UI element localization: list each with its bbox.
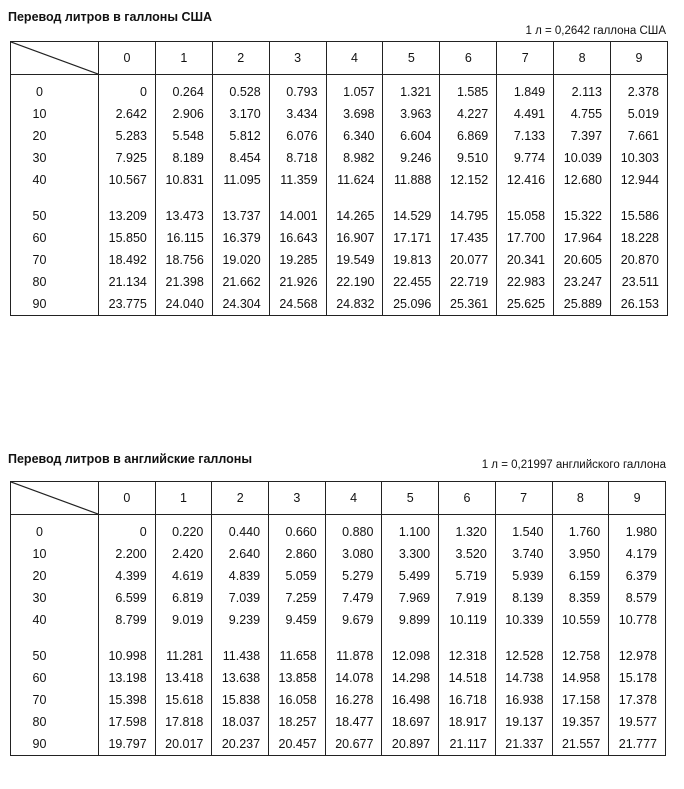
value-cell: 20.077 [440,249,497,271]
value-cell: 20.341 [497,249,554,271]
value-cell: 4.491 [497,103,554,125]
spacer-cell [325,631,382,645]
value-cell: 14.001 [269,205,326,227]
column-header: 2 [212,42,269,75]
value-cell: 21.926 [269,271,326,293]
value-cell: 1.100 [382,521,439,543]
spacer-row [11,191,668,205]
column-header: 4 [326,42,383,75]
value-cell: 15.850 [99,227,156,249]
value-cell: 13.209 [99,205,156,227]
value-cell: 14.265 [326,205,383,227]
value-cell: 19.137 [495,711,552,733]
column-header: 4 [325,482,382,515]
value-cell: 7.969 [382,587,439,609]
value-cell: 15.618 [155,689,212,711]
spacer-cell [552,631,609,645]
diagonal-divider [11,42,98,74]
value-cell: 5.939 [495,565,552,587]
value-cell: 11.281 [155,645,212,667]
value-cell: 17.378 [609,689,666,711]
row-header: 0 [11,521,99,543]
value-cell: 1.760 [552,521,609,543]
value-cell: 21.134 [99,271,156,293]
value-cell: 18.697 [382,711,439,733]
value-cell: 2.642 [99,103,156,125]
row-header: 70 [11,249,99,271]
table-row [11,711,666,733]
row-header: 60 [11,667,99,689]
column-header: 8 [554,42,611,75]
value-cell: 17.700 [497,227,554,249]
value-cell: 2.113 [554,81,611,103]
table-row [11,521,666,543]
value-cell: 11.438 [212,645,269,667]
value-cell: 0.440 [212,521,269,543]
value-cell: 10.998 [99,645,156,667]
value-cell: 22.455 [383,271,440,293]
value-cell: 11.624 [326,169,383,191]
value-cell: 0 [99,81,156,103]
value-cell: 5.548 [155,125,212,147]
value-cell: 2.860 [269,543,326,565]
value-cell: 12.680 [554,169,611,191]
value-cell: 17.171 [383,227,440,249]
value-cell: 0.660 [269,521,326,543]
value-cell: 6.599 [99,587,156,609]
spacer-cell [11,631,99,645]
value-cell: 17.598 [99,711,156,733]
value-cell: 3.520 [439,543,496,565]
column-header: 8 [552,482,609,515]
value-cell: 23.775 [99,293,156,316]
value-cell: 11.095 [212,169,269,191]
spacer-cell [382,631,439,645]
value-cell: 8.359 [552,587,609,609]
spacer-cell [212,191,269,205]
value-cell: 4.619 [155,565,212,587]
value-cell: 18.756 [155,249,212,271]
value-cell: 23.247 [554,271,611,293]
column-header: 3 [269,42,326,75]
value-cell: 18.917 [439,711,496,733]
header-row [11,482,666,515]
value-cell: 1.585 [440,81,497,103]
spacer-cell [155,631,212,645]
value-cell: 14.795 [440,205,497,227]
value-cell: 24.040 [155,293,212,316]
column-header: 3 [269,482,326,515]
conversion-table [10,41,668,316]
value-cell: 5.719 [439,565,496,587]
table-row [11,543,666,565]
value-cell: 25.889 [554,293,611,316]
value-cell: 16.058 [269,689,326,711]
row-header: 40 [11,169,99,191]
column-header: 5 [382,482,439,515]
spacer-cell [495,631,552,645]
value-cell: 23.511 [611,271,668,293]
value-cell: 24.832 [326,293,383,316]
value-cell: 9.679 [325,609,382,631]
value-cell: 21.662 [212,271,269,293]
value-cell: 20.605 [554,249,611,271]
value-cell: 18.492 [99,249,156,271]
value-cell: 14.298 [382,667,439,689]
value-cell: 1.540 [495,521,552,543]
value-cell: 4.755 [554,103,611,125]
value-cell: 10.039 [554,147,611,169]
value-cell: 15.178 [609,667,666,689]
value-cell: 18.257 [269,711,326,733]
value-cell: 4.227 [440,103,497,125]
value-cell: 10.339 [495,609,552,631]
value-cell: 12.758 [552,645,609,667]
value-cell: 6.604 [383,125,440,147]
value-cell: 8.982 [326,147,383,169]
value-cell: 3.950 [552,543,609,565]
row-header: 50 [11,205,99,227]
value-cell: 6.869 [440,125,497,147]
row-header: 10 [11,103,99,125]
section-title: Перевод литров в галлоны США [8,10,213,24]
conversion-table [10,481,666,756]
value-cell: 4.399 [99,565,156,587]
value-cell: 7.919 [439,587,496,609]
value-cell: 0.528 [212,81,269,103]
value-cell: 13.638 [212,667,269,689]
value-cell: 22.190 [326,271,383,293]
value-cell: 5.019 [611,103,668,125]
value-cell: 20.237 [212,733,269,756]
value-cell: 22.719 [440,271,497,293]
value-cell: 16.115 [155,227,212,249]
table-row [11,609,666,631]
spacer-cell [99,631,156,645]
value-cell: 3.740 [495,543,552,565]
value-cell: 7.661 [611,125,668,147]
value-cell: 16.718 [439,689,496,711]
value-cell: 10.119 [439,609,496,631]
value-cell: 14.518 [439,667,496,689]
value-cell: 12.098 [382,645,439,667]
value-cell: 15.058 [497,205,554,227]
value-cell: 16.278 [325,689,382,711]
value-cell: 0.264 [155,81,212,103]
table-row [11,667,666,689]
value-cell: 2.420 [155,543,212,565]
row-header: 80 [11,711,99,733]
value-cell: 12.978 [609,645,666,667]
value-cell: 20.677 [325,733,382,756]
conversion-note: 1 л = 0,2642 галлона США [525,25,666,37]
row-header: 10 [11,543,99,565]
table-row [11,205,668,227]
value-cell: 10.831 [155,169,212,191]
value-cell: 8.718 [269,147,326,169]
value-cell: 22.983 [497,271,554,293]
value-cell: 0 [99,521,156,543]
column-header: 9 [609,482,666,515]
value-cell: 21.398 [155,271,212,293]
value-cell: 12.152 [440,169,497,191]
value-cell: 19.797 [99,733,156,756]
spacer-cell [554,191,611,205]
value-cell: 3.434 [269,103,326,125]
value-cell: 19.357 [552,711,609,733]
value-cell: 8.799 [99,609,156,631]
spacer-cell [269,631,326,645]
value-cell: 20.870 [611,249,668,271]
value-cell: 24.304 [212,293,269,316]
row-header: 30 [11,147,99,169]
spacer-cell [383,191,440,205]
table-row [11,125,668,147]
value-cell: 11.359 [269,169,326,191]
value-cell: 19.285 [269,249,326,271]
value-cell: 3.698 [326,103,383,125]
value-cell: 6.819 [155,587,212,609]
table-row [11,81,668,103]
column-header: 6 [439,482,496,515]
value-cell: 11.658 [269,645,326,667]
value-cell: 9.019 [155,609,212,631]
spacer-cell [269,191,326,205]
value-cell: 17.818 [155,711,212,733]
value-cell: 13.418 [155,667,212,689]
value-cell: 17.964 [554,227,611,249]
spacer-cell [497,191,554,205]
column-header: 7 [497,42,554,75]
value-cell: 21.117 [439,733,496,756]
value-cell: 19.813 [383,249,440,271]
value-cell: 16.938 [495,689,552,711]
row-header: 90 [11,293,99,316]
value-cell: 8.579 [609,587,666,609]
value-cell: 7.133 [497,125,554,147]
value-cell: 14.738 [495,667,552,689]
row-header: 80 [11,271,99,293]
table-row [11,689,666,711]
value-cell: 3.963 [383,103,440,125]
value-cell: 2.640 [212,543,269,565]
value-cell: 5.499 [382,565,439,587]
row-header: 40 [11,609,99,631]
row-header: 20 [11,565,99,587]
value-cell: 25.625 [497,293,554,316]
diagonal-divider [11,482,98,514]
value-cell: 18.477 [325,711,382,733]
column-header: 1 [155,42,212,75]
value-cell: 10.559 [552,609,609,631]
value-cell: 14.529 [383,205,440,227]
value-cell: 7.925 [99,147,156,169]
row-header: 0 [11,81,99,103]
value-cell: 19.020 [212,249,269,271]
column-header: 0 [99,482,156,515]
column-header: 1 [155,482,212,515]
value-cell: 19.577 [609,711,666,733]
value-cell: 7.259 [269,587,326,609]
value-cell: 4.179 [609,543,666,565]
value-cell: 15.322 [554,205,611,227]
spacer-cell [99,191,156,205]
value-cell: 6.076 [269,125,326,147]
value-cell: 10.567 [99,169,156,191]
value-cell: 21.777 [609,733,666,756]
value-cell: 2.200 [99,543,156,565]
value-cell: 10.303 [611,147,668,169]
column-header: 5 [383,42,440,75]
value-cell: 16.498 [382,689,439,711]
table-row [11,103,668,125]
corner-cell [11,42,99,75]
header-row [11,42,668,75]
value-cell: 9.239 [212,609,269,631]
value-cell: 2.906 [155,103,212,125]
value-cell: 21.337 [495,733,552,756]
value-cell: 13.858 [269,667,326,689]
column-header: 0 [99,42,156,75]
table-row [11,733,666,756]
row-header: 30 [11,587,99,609]
spacer-cell [212,631,269,645]
table-row [11,587,666,609]
value-cell: 18.228 [611,227,668,249]
row-header: 90 [11,733,99,756]
row-header: 70 [11,689,99,711]
value-cell: 6.159 [552,565,609,587]
spacer-row [11,631,666,645]
value-cell: 18.037 [212,711,269,733]
value-cell: 8.454 [212,147,269,169]
row-header: 60 [11,227,99,249]
value-cell: 0.220 [155,521,212,543]
value-cell: 9.246 [383,147,440,169]
value-cell: 15.838 [212,689,269,711]
value-cell: 5.812 [212,125,269,147]
value-cell: 0.880 [325,521,382,543]
value-cell: 12.416 [497,169,554,191]
value-cell: 20.457 [269,733,326,756]
spacer-cell [440,191,497,205]
value-cell: 12.318 [439,645,496,667]
value-cell: 1.980 [609,521,666,543]
value-cell: 12.528 [495,645,552,667]
value-cell: 11.888 [383,169,440,191]
value-cell: 3.300 [382,543,439,565]
value-cell: 1.320 [439,521,496,543]
value-cell: 24.568 [269,293,326,316]
value-cell: 20.897 [382,733,439,756]
value-cell: 5.059 [269,565,326,587]
value-cell: 17.158 [552,689,609,711]
value-cell: 1.849 [497,81,554,103]
value-cell: 3.080 [325,543,382,565]
table-row [11,227,668,249]
value-cell: 13.473 [155,205,212,227]
spacer-cell [439,631,496,645]
value-cell: 5.279 [325,565,382,587]
value-cell: 2.378 [611,81,668,103]
value-cell: 1.057 [326,81,383,103]
value-cell: 6.340 [326,125,383,147]
spacer-cell [611,191,668,205]
value-cell: 8.189 [155,147,212,169]
spacer-cell [155,191,212,205]
value-cell: 9.459 [269,609,326,631]
row-header: 50 [11,645,99,667]
spacer-cell [609,631,666,645]
value-cell: 0.793 [269,81,326,103]
value-cell: 13.198 [99,667,156,689]
table-row [11,565,666,587]
table-row [11,293,668,316]
section-title: Перевод литров в английские галлоны [8,452,253,466]
value-cell: 13.737 [212,205,269,227]
value-cell: 5.283 [99,125,156,147]
value-cell: 26.153 [611,293,668,316]
value-cell: 19.549 [326,249,383,271]
value-cell: 12.944 [611,169,668,191]
column-header: 7 [495,482,552,515]
value-cell: 4.839 [212,565,269,587]
table-row [11,147,668,169]
value-cell: 21.557 [552,733,609,756]
corner-cell [11,482,99,515]
spacer-cell [326,191,383,205]
value-cell: 16.643 [269,227,326,249]
table-row [11,249,668,271]
value-cell: 6.379 [609,565,666,587]
value-cell: 16.379 [212,227,269,249]
value-cell: 10.778 [609,609,666,631]
table-row [11,169,668,191]
value-cell: 20.017 [155,733,212,756]
value-cell: 14.958 [552,667,609,689]
value-cell: 16.907 [326,227,383,249]
value-cell: 14.078 [325,667,382,689]
spacer-cell [11,191,99,205]
value-cell: 15.586 [611,205,668,227]
value-cell: 9.899 [382,609,439,631]
table-row [11,271,668,293]
value-cell: 1.321 [383,81,440,103]
value-cell: 11.878 [325,645,382,667]
value-cell: 3.170 [212,103,269,125]
table-row [11,645,666,667]
row-header: 20 [11,125,99,147]
value-cell: 25.361 [440,293,497,316]
conversion-note: 1 л = 0,21997 английского галлона [481,459,666,471]
value-cell: 7.039 [212,587,269,609]
value-cell: 25.096 [383,293,440,316]
value-cell: 8.139 [495,587,552,609]
value-cell: 9.510 [440,147,497,169]
value-cell: 9.774 [497,147,554,169]
value-cell: 7.479 [325,587,382,609]
column-header: 9 [611,42,668,75]
value-cell: 17.435 [440,227,497,249]
column-header: 6 [440,42,497,75]
column-header: 2 [212,482,269,515]
value-cell: 15.398 [99,689,156,711]
value-cell: 7.397 [554,125,611,147]
